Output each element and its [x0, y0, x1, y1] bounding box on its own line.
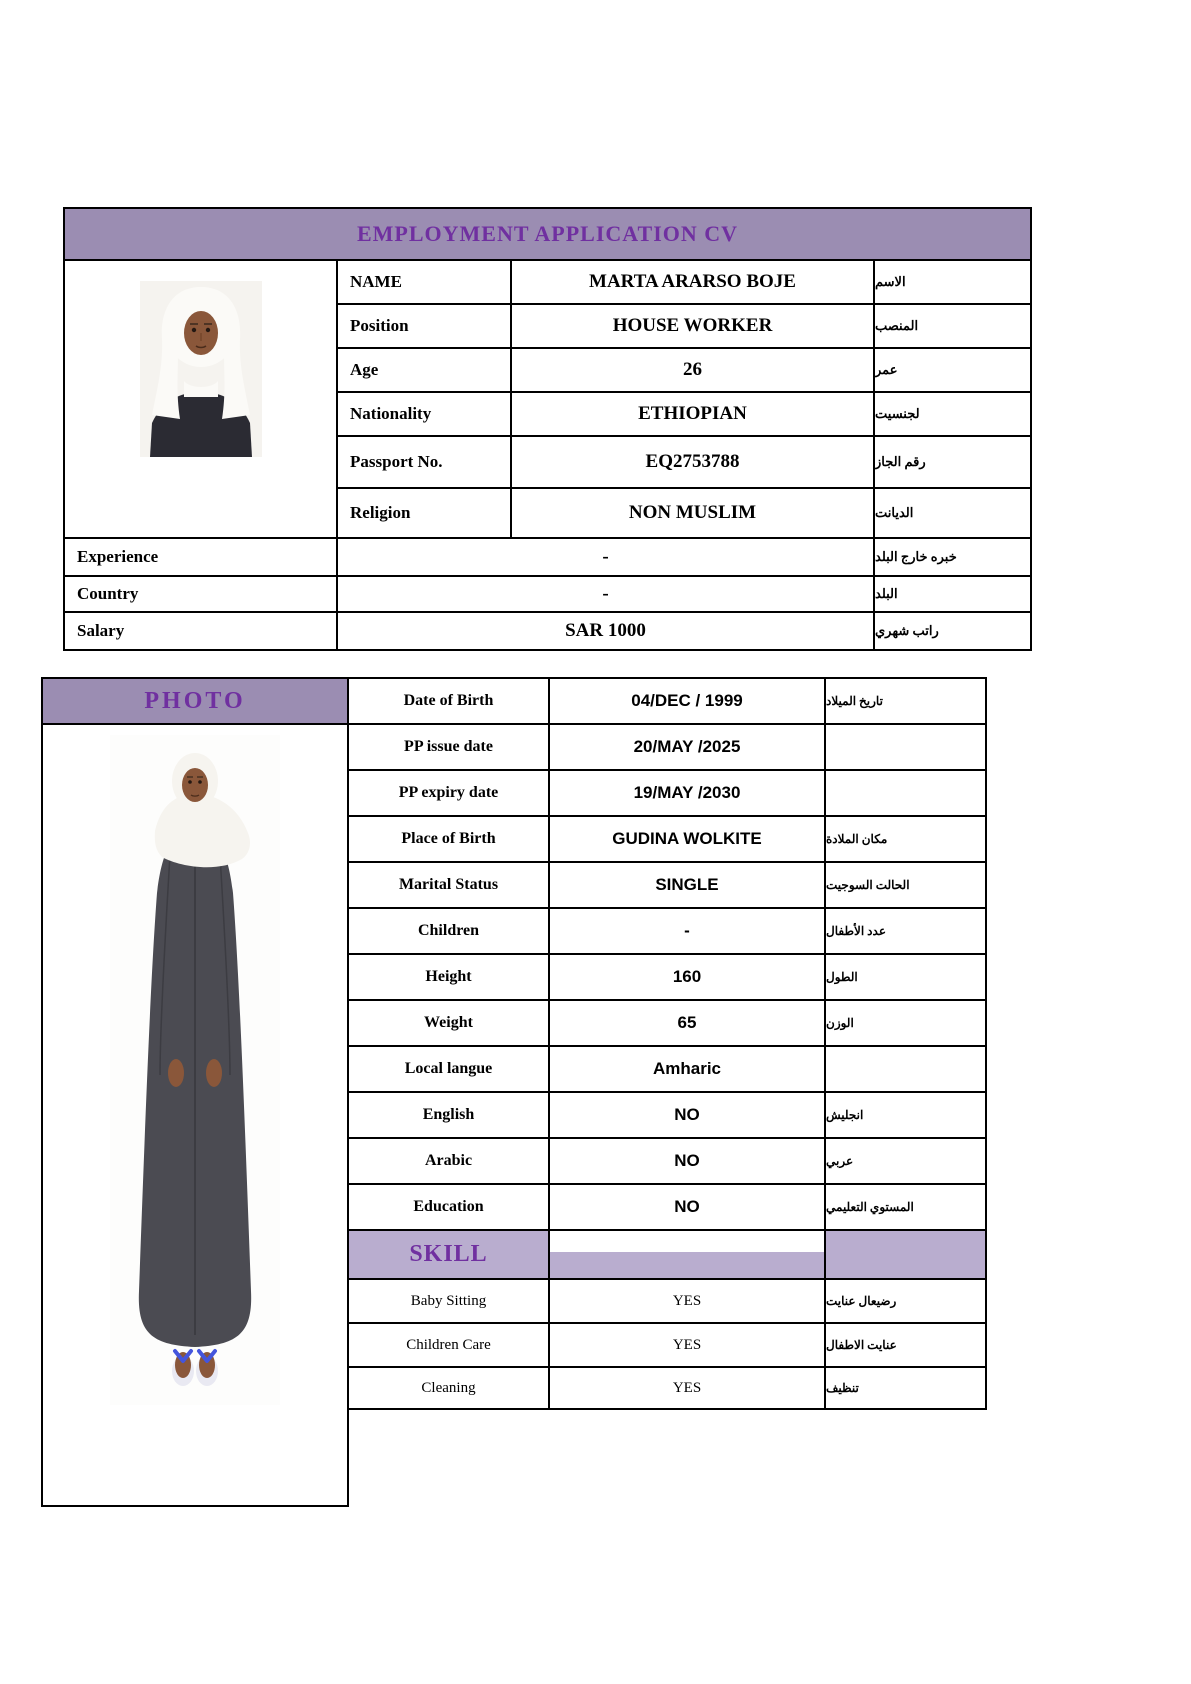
birthplace-value: GUDINA WOLKITE: [550, 817, 824, 861]
cleaning-label: Cleaning: [349, 1368, 548, 1408]
position-label: Position: [338, 305, 510, 347]
skill-band-right: [826, 1231, 985, 1278]
education-label: Education: [349, 1185, 548, 1229]
nationality-label: Nationality: [338, 393, 510, 435]
children-care-value: YES: [550, 1324, 824, 1366]
children-value: -: [550, 909, 824, 953]
religion-value: NON MUSLIM: [512, 489, 873, 537]
marital-label: Marital Status: [349, 863, 548, 907]
age-arabic: عمر: [875, 349, 1030, 391]
children-label: Children: [349, 909, 548, 953]
country-label: Country: [65, 577, 336, 611]
cleaning-value: YES: [550, 1368, 824, 1408]
weight-value: 65: [550, 1001, 824, 1045]
children-arabic: عدد الأطفال: [826, 909, 985, 953]
cleaning-arabic: تنظيف: [826, 1368, 985, 1408]
applicant-fullbody-photo: [110, 735, 280, 1405]
pp-issue-label: PP issue date: [349, 725, 548, 769]
dob-value: 04/DEC / 1999: [550, 679, 824, 723]
details-table: [349, 677, 987, 1410]
dob-arabic: تاريخ الميلاد: [826, 679, 985, 723]
children-care-label: Children Care: [349, 1324, 548, 1366]
religion-arabic: الديانت: [875, 489, 1030, 537]
photo-column: [41, 677, 349, 1507]
height-arabic: الطول: [826, 955, 985, 999]
country-arabic: البلد: [875, 577, 1030, 611]
marital-arabic: الحالت السوجيت: [826, 863, 985, 907]
experience-arabic: خبره خارج البلد: [875, 539, 1030, 575]
applicant-table: [63, 207, 1032, 651]
children-care-arabic: عنايت الاطفال: [826, 1324, 985, 1366]
fullbody-photo-cell: [43, 725, 347, 1405]
position-value: HOUSE WORKER: [512, 305, 873, 347]
weight-arabic: الوزن: [826, 1001, 985, 1045]
name-label: NAME: [338, 261, 510, 303]
experience-label: Experience: [65, 539, 336, 575]
headshot-photo-cell: [65, 261, 336, 537]
photo-section-title: PHOTO: [43, 679, 347, 725]
applicant-headshot-photo: [140, 281, 262, 457]
height-label: Height: [349, 955, 548, 999]
height-value: 160: [550, 955, 824, 999]
education-value: NO: [550, 1185, 824, 1229]
country-value: -: [338, 577, 873, 611]
pp-issue-arabic: [826, 725, 985, 769]
salary-arabic: راتب شهري: [875, 613, 1030, 649]
salary-value: SAR 1000: [338, 613, 873, 649]
pp-expiry-value: 19/MAY /2030: [550, 771, 824, 815]
marital-value: SINGLE: [550, 863, 824, 907]
birthplace-arabic: مكان الملادة: [826, 817, 985, 861]
pp-expiry-arabic: [826, 771, 985, 815]
age-value: 26: [512, 349, 873, 391]
baby-sitting-arabic: رضيعال عنايت: [826, 1280, 985, 1322]
name-value: MARTA ARARSO BOJE: [512, 261, 873, 303]
english-arabic: انجليش: [826, 1093, 985, 1137]
name-arabic: الاسم: [875, 261, 1030, 303]
english-label: English: [349, 1093, 548, 1137]
skill-band-middle: [550, 1231, 824, 1278]
local-language-value: Amharic: [550, 1047, 824, 1091]
page-title: EMPLOYMENT APPLICATION CV: [65, 209, 1030, 259]
pp-expiry-label: PP expiry date: [349, 771, 548, 815]
passport-arabic: رقم الجاز: [875, 437, 1030, 487]
arabic-value: NO: [550, 1139, 824, 1183]
baby-sitting-value: YES: [550, 1280, 824, 1322]
weight-label: Weight: [349, 1001, 548, 1045]
nationality-arabic: لجنسيت: [875, 393, 1030, 435]
passport-value: EQ2753788: [512, 437, 873, 487]
religion-label: Religion: [338, 489, 510, 537]
arabic-arabic: عربي: [826, 1139, 985, 1183]
pp-issue-value: 20/MAY /2025: [550, 725, 824, 769]
skill-section-title: SKILL: [349, 1231, 548, 1278]
nationality-value: ETHIOPIAN: [512, 393, 873, 435]
dob-label: Date of Birth: [349, 679, 548, 723]
local-language-arabic: [826, 1047, 985, 1091]
experience-value: -: [338, 539, 873, 575]
local-language-label: Local langue: [349, 1047, 548, 1091]
english-value: NO: [550, 1093, 824, 1137]
education-arabic: المستوي التعليمي: [826, 1185, 985, 1229]
passport-label: Passport No.: [338, 437, 510, 487]
birthplace-label: Place of Birth: [349, 817, 548, 861]
salary-label: Salary: [65, 613, 336, 649]
age-label: Age: [338, 349, 510, 391]
position-arabic: المنصب: [875, 305, 1030, 347]
arabic-label: Arabic: [349, 1139, 548, 1183]
baby-sitting-label: Baby Sitting: [349, 1280, 548, 1322]
